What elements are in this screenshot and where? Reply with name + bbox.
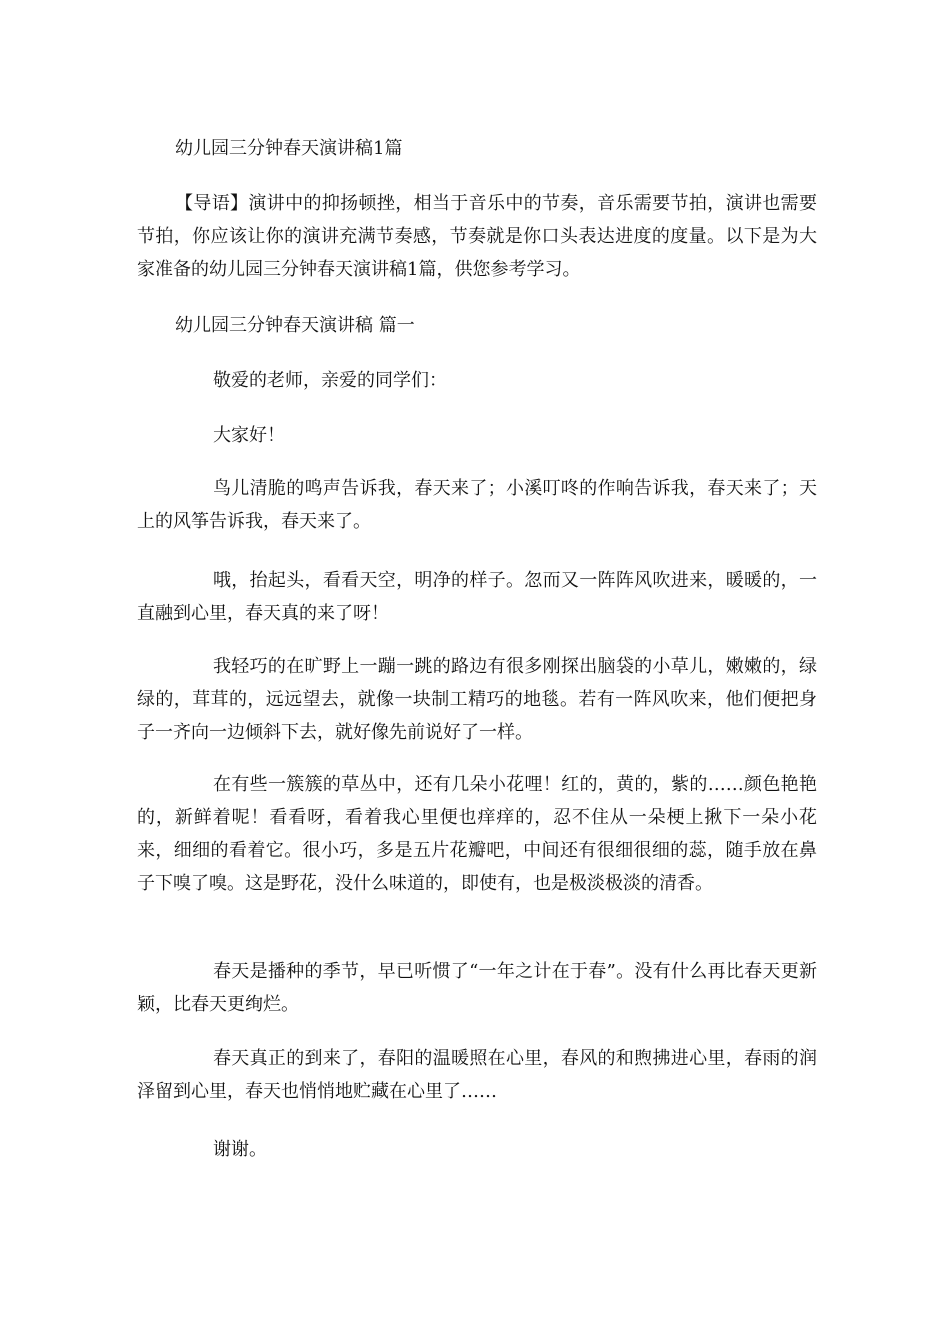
- intro-paragraph: 【导语】演讲中的抑扬顿挫，相当于音乐中的节奏，音乐需要节拍，演讲也需要节拍，你应该让你的演讲充满节奏感，节奏就是你口头表达进度的度量。以下是为大家准备的幼儿园三分钟春天演讲稿1篇，供您参考学习。: [137, 193, 817, 280]
- body-paragraph: 春天是播种的季节，早已听惯了“一年之计在于春”。没有什么再比春天更新颖，比春天更绚烂。: [137, 961, 817, 1015]
- greeting: 大家好！: [213, 425, 285, 446]
- body-paragraph: 在有些一簇簇的草丛中，还有几朵小花哩！红的，黄的，紫的……颜色艳艳的，新鲜着呢！看看呀，看着我心里便也痒痒的，忍不住从一朵梗上揪下一朵小花来，细细的看着它。很小巧，多是五片花瓣吧，中间还有很细很细的蕊，随手放在鼻子下嗅了嗅。这是野花，没什么味道的，即使有，也是极淡极淡的清香。: [137, 774, 817, 894]
- body-paragraph: 春天真正的到来了，春阳的温暖照在心里，春风的和煦拂进心里，春雨的润泽留到心里，春天也悄悄地贮藏在心里了……: [137, 1048, 817, 1102]
- salutation: 敬爱的老师，亲爱的同学们：: [213, 370, 447, 391]
- body-paragraph: 哦，抬起头，看看天空，明净的样子。忽而又一阵阵风吹进来，暖暖的，一直融到心里，春天真的来了呀！: [137, 570, 817, 624]
- document-title: 幼儿园三分钟春天演讲稿1篇: [175, 138, 403, 159]
- body-paragraph: 鸟儿清脆的鸣声告诉我，春天来了；小溪叮咚的作响告诉我，春天来了；天上的风筝告诉我，春天来了。: [137, 478, 817, 532]
- closing-text: 谢谢。: [213, 1139, 267, 1160]
- body-paragraph: 我轻巧的在旷野上一蹦一跳的路边有很多刚探出脑袋的小草儿，嫩嫩的，绿绿的，茸茸的，远远望去，就像一块制工精巧的地毯。若有一阵风吹来，他们便把身子一齐向一边倾斜下去，就好像先前说好了一样。: [137, 656, 817, 743]
- section-heading: 幼儿园三分钟春天演讲稿 篇一: [175, 315, 415, 336]
